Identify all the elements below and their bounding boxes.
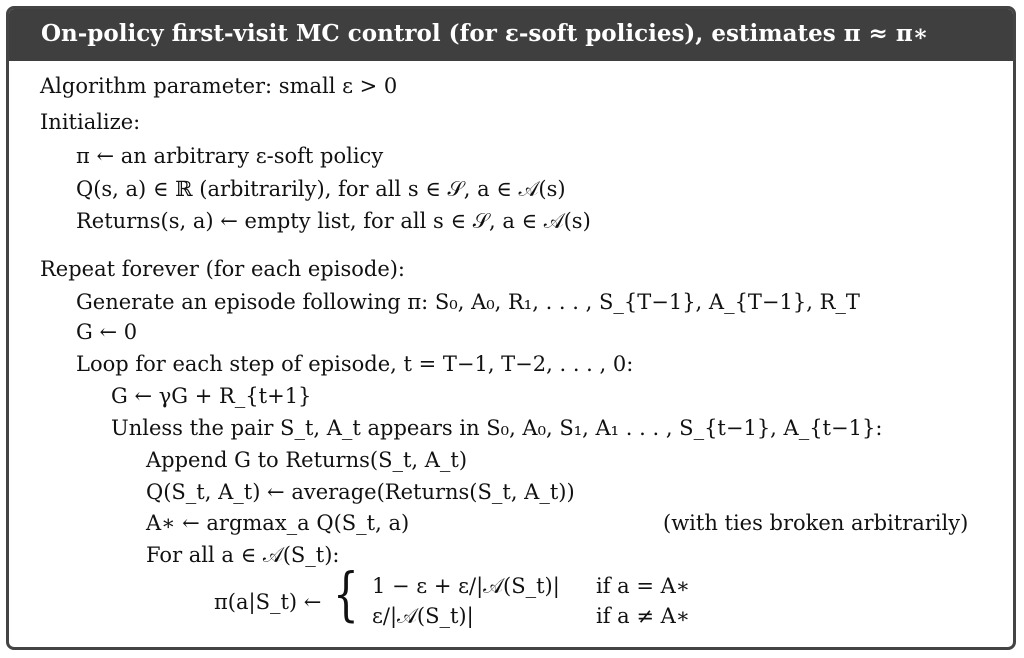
algorithm-header [9, 9, 1013, 61]
case1-value: 1 − ε + ε/|𝒜(S_t)| [372, 574, 560, 598]
q-average-line: Q(S_t, A_t) ← average(Returns(S_t, A_t)) [146, 480, 575, 504]
append-g-line: Append G to Returns(S_t, A_t) [146, 448, 468, 472]
g-update-line: G ← γG + R_{t+1} [111, 384, 312, 408]
g-init-line: G ← 0 [76, 320, 138, 344]
algorithm-title: On-policy first-visit MC control (for ε-soft policies), estimates π ≈ π∗ [41, 20, 929, 47]
repeat-forever-line: Repeat forever (for each episode): [40, 257, 406, 281]
case2-condition: if a ≠ A∗ [596, 604, 691, 628]
algorithm-parameter-line: Algorithm parameter: small ε > 0 [40, 74, 398, 98]
a-star-line: A∗ ← argmax_a Q(S_t, a) [146, 511, 410, 535]
init-returns-line: Returns(s, a) ← empty list, for all s ∈ 𝒮, a ∈ 𝒜(s) [76, 209, 591, 233]
loop-steps-line: Loop for each step of episode, t = T−1, T−2, . . . , 0: [76, 352, 634, 376]
ties-note: (with ties broken arbitrarily) [663, 511, 969, 535]
for-all-a-line: For all a ∈ 𝒜(S_t): [146, 543, 340, 567]
policy-update-lhs: π(a|S_t) ← [214, 590, 322, 614]
unless-pair-line: Unless the pair S_t, A_t appears in S₀, A₀, S₁, A₁ . . . , S_{t−1}, A_{t−1}: [111, 416, 883, 440]
left-brace-icon: { [333, 560, 359, 628]
init-policy-line: π ← an arbitrary ε-soft policy [76, 144, 384, 168]
generate-episode-line: Generate an episode following π: S₀, A₀, R₁, . . . , S_{T−1}, A_{T−1}, R_T [76, 290, 860, 314]
case2-value: ε/|𝒜(S_t)| [372, 604, 474, 628]
initialize-line: Initialize: [40, 110, 141, 134]
case1-condition: if a = A∗ [596, 574, 691, 598]
init-q-line: Q(s, a) ∈ ℝ (arbitrarily), for all s ∈ 𝒮, a ∈ 𝒜(s) [76, 177, 566, 201]
